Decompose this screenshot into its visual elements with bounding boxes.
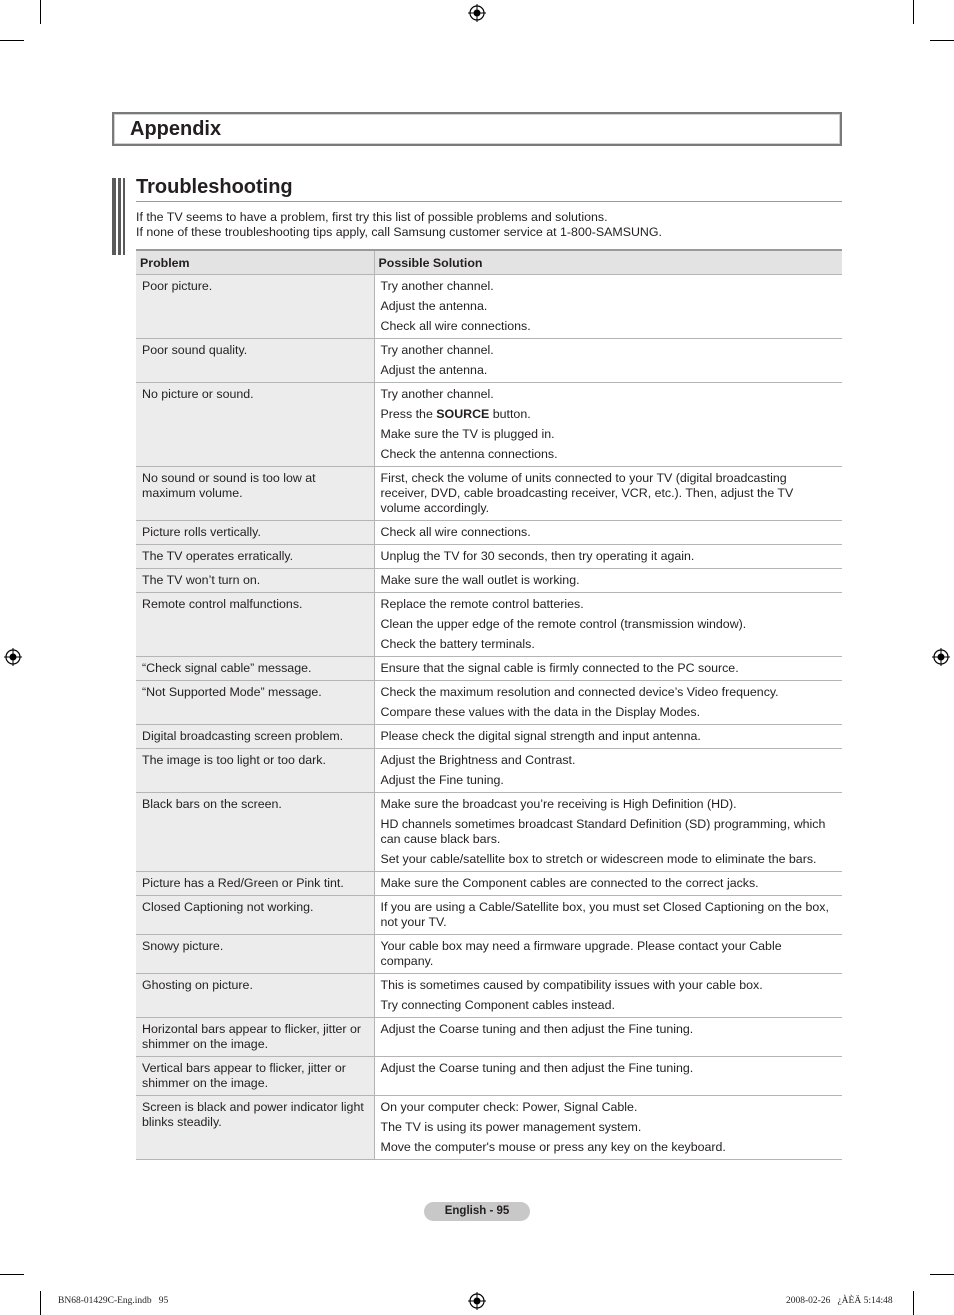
crop-mark (40, 0, 41, 24)
solution-line: Set your cable/satellite box to stretch or widescreen mode to eliminate the bars. (380, 852, 817, 866)
table-row (136, 793, 842, 872)
solution-line (381, 407, 837, 422)
solution-line: Make sure the TV is plugged in. (380, 427, 555, 441)
problem-cell: Black bars on the screen. (136, 793, 374, 872)
solution-line: Compare these values with the data in the Display Modes. (380, 705, 701, 719)
solution-line: Make sure the broadcast you’re receiving is High Definition (HD). (380, 797, 737, 811)
column-header-problem: Problem (136, 250, 374, 275)
solution-cell (374, 657, 842, 681)
problem-cell: “Not Supported Mode” message. (136, 681, 374, 725)
table-row (136, 467, 842, 521)
registration-mark-icon (468, 1292, 486, 1310)
registration-mark-icon (4, 648, 22, 666)
table-row (136, 383, 842, 467)
solution-cell (374, 593, 842, 657)
solution-text: Press the (380, 407, 437, 421)
footer-file-name: BN68-01429C-Eng.indb 95 (58, 1296, 169, 1306)
solution-cell (374, 569, 842, 593)
solution-line: The TV is using its power management system. (380, 1120, 642, 1134)
page-number-badge: English - 95 (424, 1202, 530, 1221)
table-row (136, 725, 842, 749)
solution-line: First, check the volume of units connected to your TV (digital broadcasting receiver, DVD, cable broadcasting receiver, VCR, etc.). Then, adjust the TV volume accordingly. (380, 471, 794, 515)
solution-cell (374, 974, 842, 1018)
solution-line: Check the battery terminals. (380, 637, 535, 651)
table-row (136, 339, 842, 383)
table-row (136, 593, 842, 657)
source-keyword: SOURCE (436, 407, 490, 421)
intro-line: If none of these troubleshooting tips apply, call Samsung customer service at 1-800-SAMSUNG. (136, 225, 662, 239)
solution-line: Adjust the Coarse tuning and then adjust the Fine tuning. (380, 1061, 694, 1075)
solution-line: Try another channel. (380, 343, 494, 357)
solution-cell (374, 1096, 842, 1160)
problem-cell: No sound or sound is too low at maximum volume. (136, 467, 374, 521)
solution-line: Please check the digital signal strength and input antenna. (380, 729, 701, 743)
problem-cell: Vertical bars appear to flicker, jitter or shimmer on the image. (136, 1057, 374, 1096)
solution-line: Move the computer's mouse or press any key on the keyboard. (380, 1140, 726, 1154)
footer-timestamp: 2008-02-26 ¿ÀÈÄ 5:14:48 (786, 1296, 893, 1306)
problem-cell: Ghosting on picture. (136, 974, 374, 1018)
problem-cell: Horizontal bars appear to flicker, jitter or shimmer on the image. (136, 1018, 374, 1057)
problem-cell: Poor sound quality. (136, 339, 374, 383)
solution-cell (374, 681, 842, 725)
solution-line: Unplug the TV for 30 seconds, then try operating it again. (380, 549, 695, 563)
registration-mark-icon (932, 648, 950, 666)
table-row (136, 935, 842, 974)
solution-cell (374, 275, 842, 339)
problem-cell: Poor picture. (136, 275, 374, 339)
problem-cell: Picture rolls vertically. (136, 521, 374, 545)
table-header-row (136, 250, 842, 275)
solution-text: button. (489, 407, 531, 421)
solution-line: Check the antenna connections. (380, 447, 558, 461)
solution-line: Make sure the Component cables are connected to the correct jacks. (380, 876, 759, 890)
problem-cell: The image is too light or too dark. (136, 749, 374, 793)
problem-cell: Screen is black and power indicator light blinks steadily. (136, 1096, 374, 1160)
solution-line: Clean the upper edge of the remote control (transmission window). (380, 617, 747, 631)
registration-mark-icon (468, 4, 486, 22)
solution-line: Adjust the antenna. (380, 299, 488, 313)
problem-cell: Digital broadcasting screen problem. (136, 725, 374, 749)
solution-cell (374, 383, 842, 467)
table-row (136, 974, 842, 1018)
crop-mark (913, 0, 914, 24)
intro-line: If the TV seems to have a problem, first try this list of possible problems and solutions. (136, 210, 608, 224)
page-title: Troubleshooting (136, 176, 293, 198)
table-row (136, 1096, 842, 1160)
problem-cell: “Check signal cable” message. (136, 657, 374, 681)
section-title: Appendix (130, 118, 222, 140)
solution-line: HD channels sometimes broadcast Standard Definition (SD) programming, which can cause black bars. (380, 817, 826, 846)
problem-cell: Snowy picture. (136, 935, 374, 974)
solution-line: Adjust the Brightness and Contrast. (380, 753, 576, 767)
problem-cell: Closed Captioning not working. (136, 896, 374, 935)
table-row (136, 681, 842, 725)
table-row (136, 521, 842, 545)
solution-line: Try another channel. (380, 387, 494, 401)
crop-mark (930, 1274, 954, 1275)
solution-cell (374, 1018, 842, 1057)
solution-line: Your cable box may need a firmware upgrade. Please contact your Cable company. (380, 939, 782, 968)
table-row (136, 872, 842, 896)
solution-line: This is sometimes caused by compatibility issues with your cable box. (380, 978, 763, 992)
solution-cell (374, 872, 842, 896)
solution-line: Check all wire connections. (380, 319, 531, 333)
table-row (136, 569, 842, 593)
solution-line: Adjust the Coarse tuning and then adjust the Fine tuning. (380, 1022, 694, 1036)
column-header-solution: Possible Solution (374, 250, 842, 275)
table-row (136, 545, 842, 569)
problem-cell: No picture or sound. (136, 383, 374, 467)
troubleshooting-table (136, 249, 842, 1160)
solution-line: Make sure the wall outlet is working. (380, 573, 580, 587)
table-row (136, 1057, 842, 1096)
table-row (136, 657, 842, 681)
crop-mark (40, 1291, 41, 1315)
solution-cell (374, 793, 842, 872)
table-row (136, 275, 842, 339)
table-row (136, 1018, 842, 1057)
intro-text (136, 210, 662, 240)
solution-cell (374, 545, 842, 569)
problem-cell: Remote control malfunctions. (136, 593, 374, 657)
solution-line: Adjust the antenna. (380, 363, 488, 377)
solution-line: Try connecting Component cables instead. (380, 998, 615, 1012)
problem-cell: Picture has a Red/Green or Pink tint. (136, 872, 374, 896)
solution-line: On your computer check: Power, Signal Cable. (380, 1100, 638, 1114)
solution-cell (374, 725, 842, 749)
solution-cell (374, 1057, 842, 1096)
solution-cell (374, 749, 842, 793)
solution-line: Check the maximum resolution and connected device’s Video frequency. (380, 685, 779, 699)
solution-cell (374, 935, 842, 974)
solution-line: Ensure that the signal cable is firmly connected to the PC source. (380, 661, 739, 675)
problem-cell: The TV operates erratically. (136, 545, 374, 569)
solution-line: Replace the remote control batteries. (380, 597, 584, 611)
crop-mark (913, 1291, 914, 1315)
table-row (136, 896, 842, 935)
title-divider (136, 201, 842, 202)
crop-mark (0, 1274, 24, 1275)
solution-cell (374, 896, 842, 935)
problem-cell: The TV won’t turn on. (136, 569, 374, 593)
crop-mark (0, 40, 24, 41)
table-row (136, 749, 842, 793)
crop-mark (930, 40, 954, 41)
solution-line: Adjust the Fine tuning. (380, 773, 504, 787)
solution-cell (374, 339, 842, 383)
solution-cell (374, 521, 842, 545)
table-body (136, 275, 842, 1160)
section-header-box (112, 112, 842, 146)
solution-line: Check all wire connections. (380, 525, 531, 539)
solution-line: If you are using a Cable/Satellite box, you must set Closed Captioning on the box, not your TV. (380, 900, 829, 929)
solution-cell (374, 467, 842, 521)
solution-line: Try another channel. (380, 279, 494, 293)
